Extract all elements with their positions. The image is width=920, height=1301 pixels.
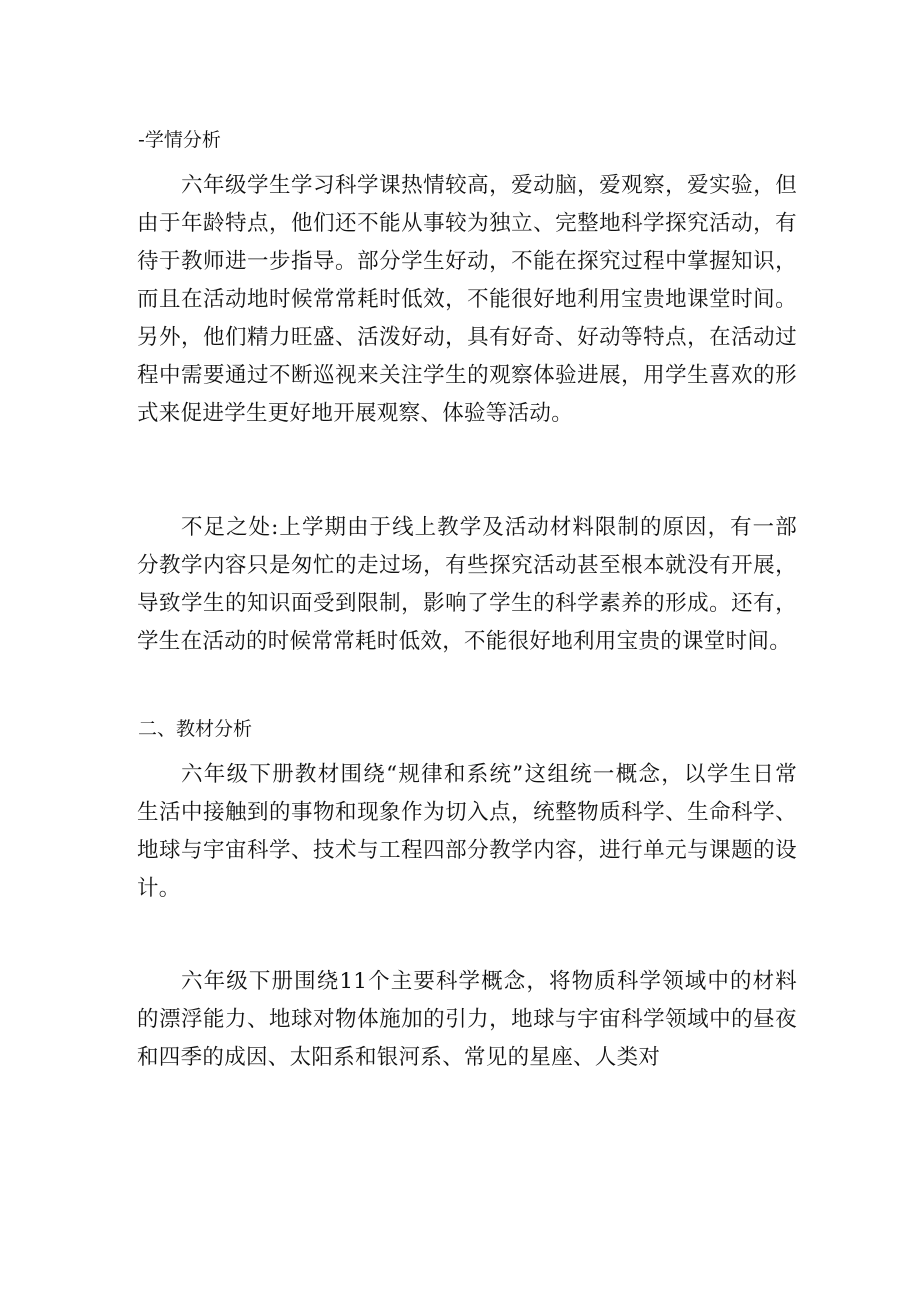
paragraph-study-analysis-1: [137, 167, 797, 433]
text-line: 分教学内容只是匆忙的走过场，有些探究活动甚至根本就没有开展，: [137, 553, 797, 578]
section-heading-textbook-analysis: 二、教材分析: [138, 718, 253, 740]
text-line: 六年级学生学习科学课热情较高，爱动脑，爱观察，爱实验，但: [181, 173, 797, 198]
section-heading-study-analysis: -学情分析: [138, 129, 221, 151]
text-line: 而且在活动地时候常常耗时低效，不能很好地利用宝贵地课堂时间。: [137, 287, 797, 312]
text-line: 生活中接触到的事物和现象作为切入点，统整物质科学、生命科学、: [137, 800, 797, 825]
text-line: 和四季的成因、太阳系和银河系、常见的星座、人类对: [137, 1045, 661, 1070]
text-line: 六年级下册教材围绕“规律和系统”这组统一概念，以学生日常: [181, 762, 797, 787]
text-line: 六年级下册围绕11个主要科学概念，将物质科学领域中的材料: [181, 969, 797, 994]
text-line: 不足之处:上学期由于线上教学及活动材料限制的原因，有一部: [181, 515, 797, 540]
text-line: 计。: [137, 876, 181, 901]
text-line: 导致学生的知识面受到限制，影响了学生的科学素养的形成。还有，: [137, 591, 797, 616]
paragraph-textbook-analysis-1: [137, 756, 797, 908]
text-line: 待于教师进一步指导。部分学生好动，不能在探究过程中掌握知识，: [137, 249, 797, 274]
text-line: 另外，他们精力旺盛、活泼好动，具有好奇、好动等特点，在活动过: [137, 325, 797, 350]
text-line: 程中需要通过不断巡视来关注学生的观察体验进展，用学生喜欢的形: [137, 363, 797, 388]
text-line: 由于年龄特点，他们还不能从事较为独立、完整地科学探究活动，有: [137, 211, 797, 236]
paragraph-textbook-analysis-2: [137, 963, 797, 1077]
text-line: 式来促进学生更好地开展观察、体验等活动。: [137, 401, 574, 426]
text-line: 学生在活动的时候常常耗时低效，不能很好地利用宝贵的课堂时间。: [137, 629, 792, 654]
text-line: 地球与宇宙科学、技术与工程四部分教学内容，进行单元与课题的设: [137, 838, 797, 863]
text-line: 的漂浮能力、地球对物体施加的引力，地球与宇宙科学领域中的昼夜: [137, 1007, 797, 1032]
paragraph-study-analysis-2: [137, 509, 797, 661]
